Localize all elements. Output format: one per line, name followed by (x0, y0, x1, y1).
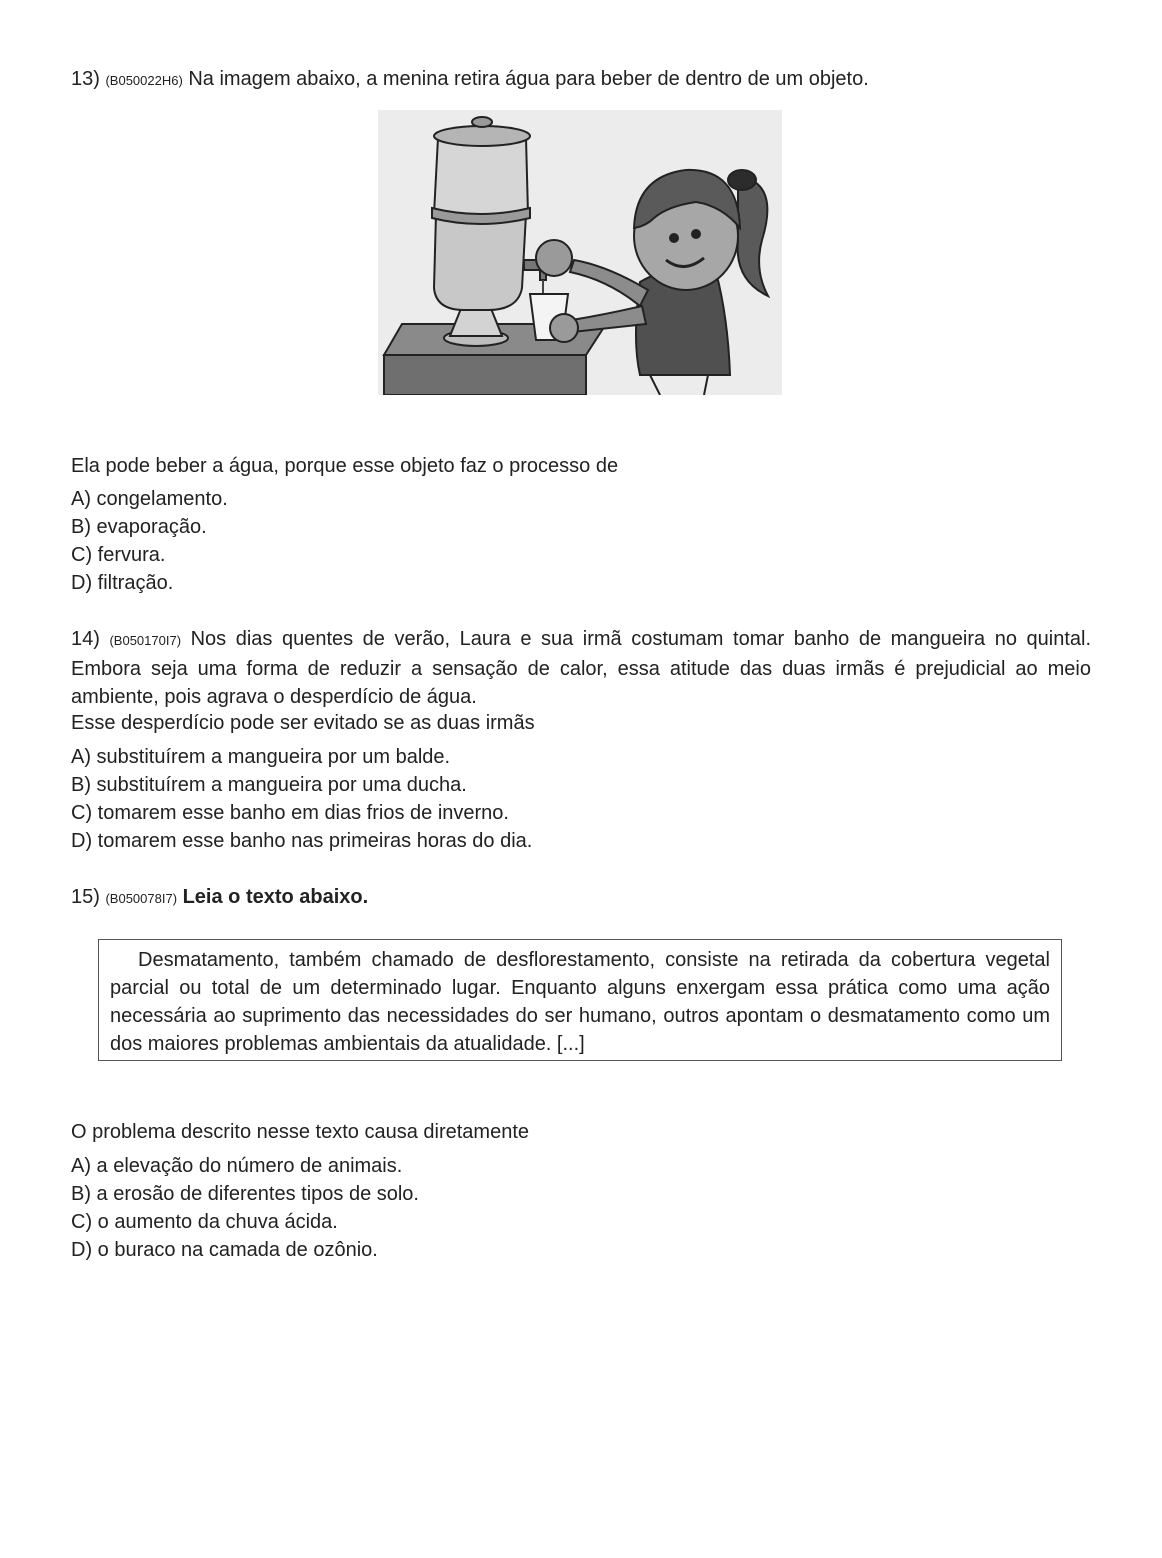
q14-stem: Esse desperdício pode ser evitado se as duas irmãs (71, 712, 535, 734)
q14-option-a[interactable]: A) substituírem a mangueira por um balde. (71, 746, 451, 768)
q15-option-a[interactable]: A) a elevação do número de animais. (71, 1155, 403, 1177)
q15-option-c[interactable]: C) o aumento da chuva ácida. (71, 1211, 338, 1233)
q14-text: Nos dias quentes de verão, Laura e sua irmã costumam tomar banho de mangueira no quintal. Embora seja uma forma de reduzir a sensação de calor, essa atitude das duas irmãs é prejudicial ao meio ambiente, pois agrava o desperdício de água. (71, 628, 1091, 708)
q13-text: Na imagem abaixo, a menina retira água para beber de dentro de um objeto. (188, 68, 869, 90)
q15-option-d[interactable]: D) o buraco na camada de ozônio. (71, 1239, 378, 1261)
q13-option-d[interactable]: D) filtração. (71, 572, 174, 594)
q15-passage: Desmatamento, também chamado de desflorestamento, consiste na retirada da cobertura vegetal parcial ou total de um determinado lugar. Enquanto alguns enxergam essa prática como uma ação necessária ao suprimento das necessidades do ser humano, outros apontam o desmatamento como um dos maiores problemas ambientais da atualidade. [...] (110, 949, 1050, 1055)
q14-header (71, 625, 1091, 711)
q14-code: (B050170I7) (109, 633, 182, 648)
q14-option-d[interactable]: D) tomarem esse banho nas primeiras horas do dia. (71, 830, 533, 852)
q13-option-a[interactable]: A) congelamento. (71, 488, 228, 510)
q15-stem: O problema descrito nesse texto causa diretamente (71, 1121, 530, 1143)
q15-header (71, 883, 368, 913)
q13-header (71, 65, 869, 95)
q13-code: (B050022H6) (105, 73, 183, 88)
q14-option-c[interactable]: C) tomarem esse banho em dias frios de inverno. (71, 802, 509, 824)
q14-option-b[interactable]: B) substituírem a mangueira por uma ducha. (71, 774, 467, 796)
q15-passage-box (98, 939, 1062, 1061)
q15-number: 15) (71, 886, 100, 908)
q15-text: Leia o texto abaixo. (182, 886, 369, 908)
q13-number: 13) (71, 68, 100, 90)
q14-number: 14) (71, 628, 100, 650)
q13-option-c[interactable]: C) fervura. (71, 544, 166, 566)
girl-water-filter-illustration (378, 110, 782, 395)
q15-option-b[interactable]: B) a erosão de diferentes tipos de solo. (71, 1183, 419, 1205)
q13-stem: Ela pode beber a água, porque esse objeto faz o processo de (71, 455, 619, 477)
q13-option-b[interactable]: B) evaporação. (71, 516, 207, 538)
q15-code: (B050078I7) (105, 891, 178, 906)
